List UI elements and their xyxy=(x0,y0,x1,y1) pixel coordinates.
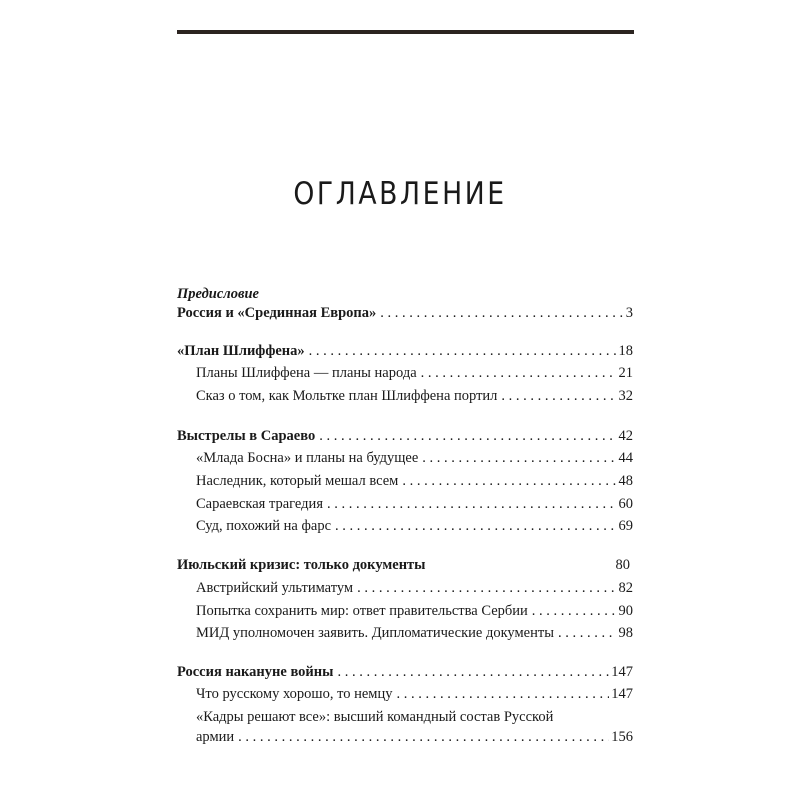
toc-entry-page: 147 xyxy=(611,664,633,680)
toc-entry-section[interactable] xyxy=(196,727,633,747)
toc-entry-chapter[interactable] xyxy=(177,555,633,575)
toc-entry-page: 42 xyxy=(618,428,633,444)
toc-entry-section[interactable] xyxy=(196,516,633,536)
toc-entry-page: 80 xyxy=(615,557,630,573)
toc-entry-page: 44 xyxy=(618,450,633,466)
toc-entry-title: Выстрелы в Сараево xyxy=(177,428,316,444)
toc-entry-page: 98 xyxy=(618,625,633,641)
toc-entry-title: Попытка сохранить мир: ответ правительства Сербии xyxy=(196,603,528,619)
dot-leader xyxy=(327,494,617,514)
dot-leader xyxy=(421,363,617,383)
dot-leader xyxy=(396,684,609,704)
toc-entry-page: 48 xyxy=(618,473,633,489)
toc-entry-section[interactable] xyxy=(196,471,633,491)
dot-leader xyxy=(335,516,616,536)
toc-entry-title: Планы Шлиффена — планы народа xyxy=(196,365,417,381)
toc-entry-title: Суд, похожий на фарс xyxy=(196,518,332,534)
dot-leader xyxy=(422,448,616,468)
toc-entry-page: 69 xyxy=(618,518,633,534)
toc-entry-title: Россия и «Срединная Европа» xyxy=(177,305,377,321)
toc-entry-section[interactable] xyxy=(196,684,633,704)
toc-entry-title: Что русскому хорошо, то немцу xyxy=(196,686,393,702)
toc-entry-title: «План Шлиффена» xyxy=(177,343,305,359)
toc-entry-page: 60 xyxy=(618,496,633,512)
dot-leader xyxy=(319,426,616,446)
dot-leader xyxy=(380,303,624,323)
toc-entry-title: Наследник, который мешал всем xyxy=(196,473,399,489)
toc-entry-page: 32 xyxy=(618,388,633,404)
toc-entry-section[interactable] xyxy=(196,601,633,621)
dot-leader xyxy=(337,662,609,682)
toc-entry-section[interactable] xyxy=(196,448,633,468)
toc-entry-chapter[interactable] xyxy=(177,662,633,682)
toc-entry-title: Австрийский ультиматум xyxy=(196,580,354,596)
dot-leader xyxy=(558,623,617,643)
top-rule xyxy=(177,30,634,34)
toc-entry-page: 18 xyxy=(618,343,633,359)
toc-entry-title: Сказ о том, как Мольтке план Шлиффена портил xyxy=(196,388,498,404)
toc-entry-title-line2: армии xyxy=(196,729,235,745)
toc-entry-page: 82 xyxy=(618,580,633,596)
toc-entry-section[interactable] xyxy=(196,386,633,406)
toc-entry-title-line1[interactable]: «Кадры решают все»: высший командный состав Русской xyxy=(196,709,554,725)
toc-entry-page: 3 xyxy=(625,305,633,321)
toc-entry-chapter[interactable] xyxy=(177,303,633,323)
dot-leader xyxy=(532,601,617,621)
toc-entry-section[interactable] xyxy=(196,578,633,598)
toc-entry-page: 147 xyxy=(611,686,633,702)
toc-entry-section[interactable] xyxy=(196,623,633,643)
toc-entry-page: 156 xyxy=(611,729,633,745)
toc-entry-title: МИД уполномочен заявить. Дипломатические документы xyxy=(196,625,554,641)
toc-entry-section[interactable] xyxy=(196,363,633,383)
toc-entry-page: 21 xyxy=(618,365,633,381)
preface-label: Предисловие xyxy=(177,286,259,302)
dot-leader xyxy=(402,471,616,491)
toc-entry-page: 90 xyxy=(618,603,633,619)
toc-entry-title: «Млада Босна» и планы на будущее xyxy=(196,450,419,466)
dot-leader xyxy=(501,386,616,406)
toc-entry-section[interactable] xyxy=(196,494,633,514)
dot-leader xyxy=(238,727,609,747)
page-title: ОГЛАВЛЕНИЕ xyxy=(293,176,507,212)
toc-entry-title: Июльский кризис: только документы xyxy=(177,557,426,573)
toc-entry-chapter[interactable] xyxy=(177,341,633,361)
toc-entry-title: Сараевская трагедия xyxy=(196,496,323,512)
dot-leader xyxy=(357,578,616,598)
toc-entry-chapter[interactable] xyxy=(177,426,633,446)
toc-entry-title: Россия накануне войны xyxy=(177,664,334,680)
dot-leader xyxy=(309,341,617,361)
